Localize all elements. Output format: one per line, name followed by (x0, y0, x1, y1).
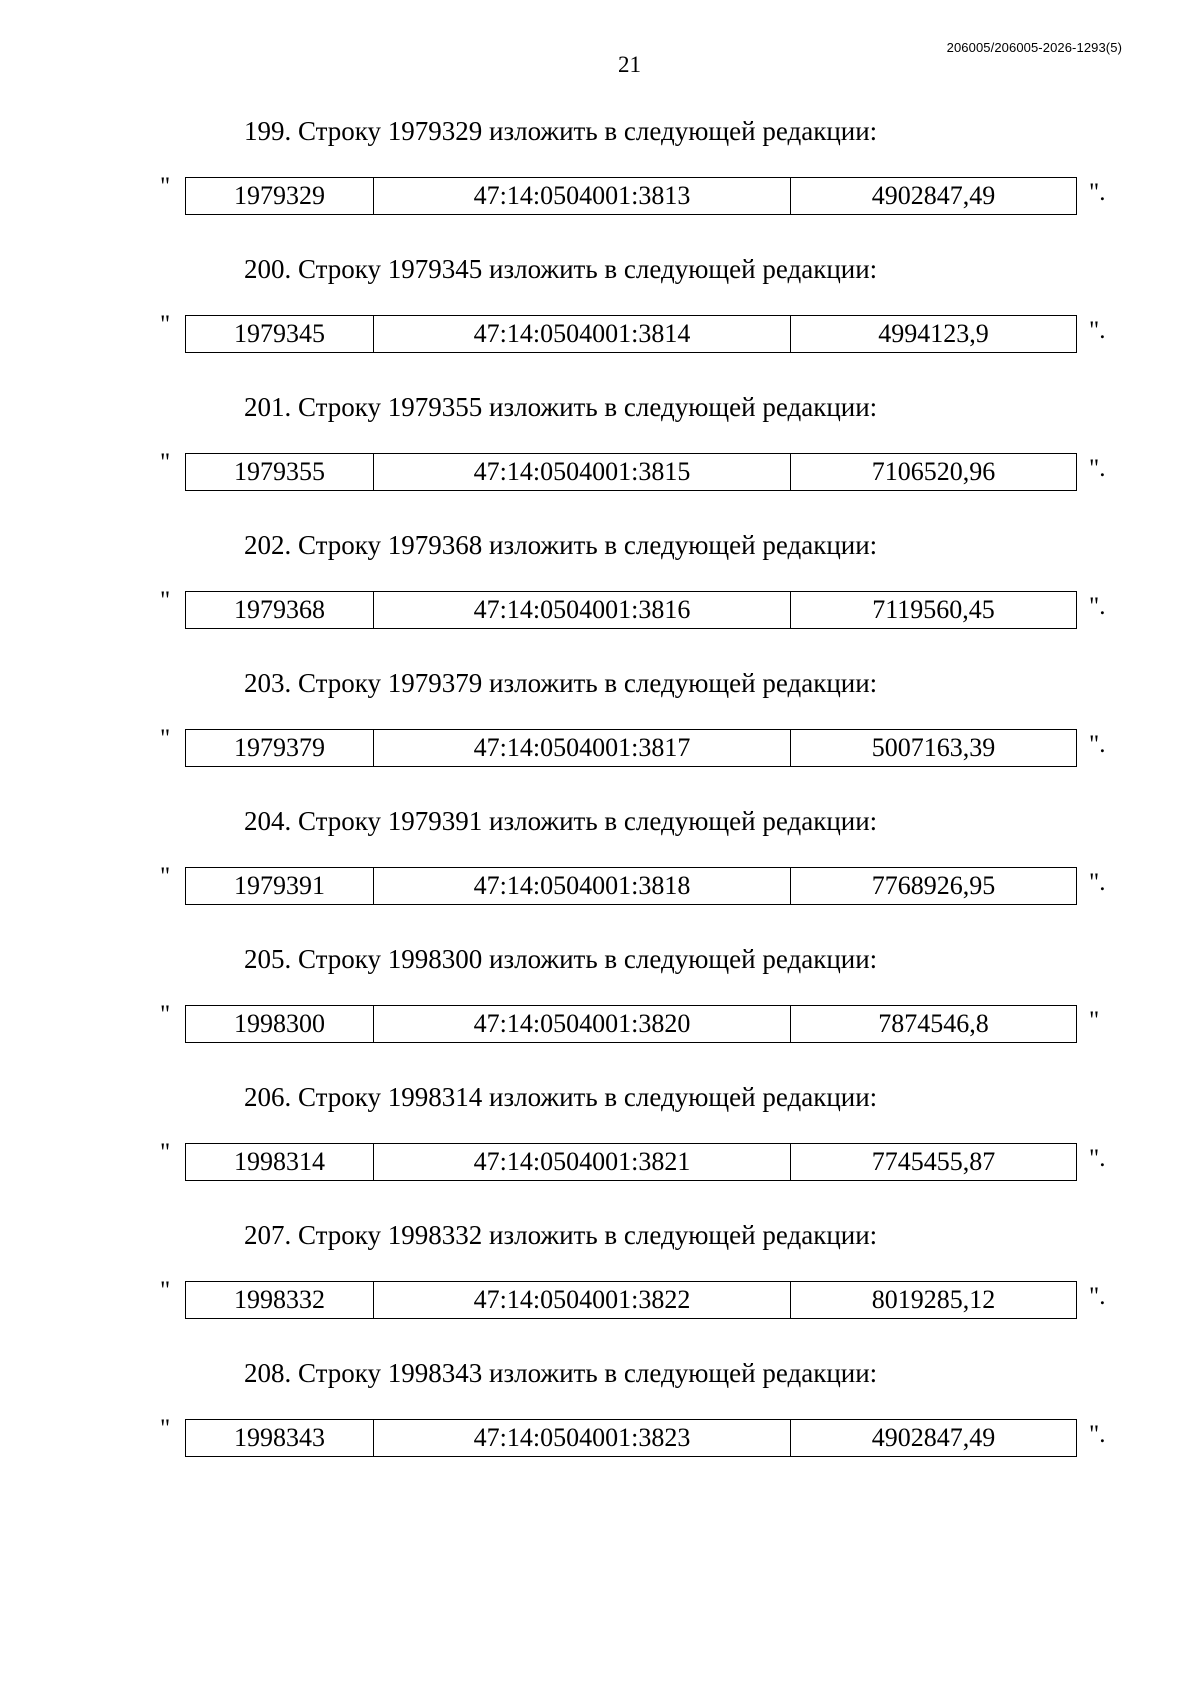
value-cell: 7745455,87 (871, 1147, 996, 1176)
closing-quote: ". (1089, 869, 1106, 896)
row-table (185, 729, 1077, 767)
row-table (185, 867, 1077, 905)
row-table (185, 1143, 1077, 1181)
opening-quote: " (160, 449, 171, 476)
amendment-item (0, 664, 1200, 802)
amended-row (0, 863, 1200, 907)
value-cell: 4902847,49 (871, 181, 996, 210)
amended-row (0, 1139, 1200, 1183)
amended-row (0, 1277, 1200, 1321)
amendment-item (0, 940, 1200, 1078)
row-table (185, 591, 1077, 629)
amendment-item (0, 250, 1200, 388)
amended-row (0, 311, 1200, 355)
value-cell: 7874546,8 (878, 1009, 989, 1038)
amendment-item (0, 1354, 1200, 1492)
amendment-instruction: 208. Строку 1998343 изложить в следующей редакции: (244, 1358, 878, 1388)
cadastral-number-cell: 47:14:0504001:3815 (374, 454, 791, 490)
amendment-instruction: 206. Строку 1998314 изложить в следующей редакции: (244, 1082, 878, 1112)
opening-quote: " (160, 863, 171, 890)
cadastral-number-cell: 47:14:0504001:3818 (374, 868, 791, 904)
amendment-item (0, 1078, 1200, 1216)
closing-quote: ". (1089, 455, 1106, 482)
row-table (185, 177, 1077, 215)
value-cell: 4994123,9 (878, 319, 989, 348)
closing-quote: ". (1089, 593, 1106, 620)
amendment-item (0, 1216, 1200, 1354)
amendment-item (0, 388, 1200, 526)
amendment-instruction: 207. Строку 1998332 изложить в следующей редакции: (244, 1220, 878, 1250)
value-cell: 7119560,45 (872, 595, 995, 624)
amended-row (0, 725, 1200, 769)
cadastral-number-cell: 47:14:0504001:3821 (374, 1144, 791, 1180)
value-cell: 7768926,95 (871, 871, 996, 900)
amended-row (0, 1415, 1200, 1459)
closing-quote: " (1089, 1007, 1100, 1034)
opening-quote: " (160, 173, 171, 200)
opening-quote: " (160, 1001, 171, 1028)
row-number-cell: 1979368 (186, 592, 374, 628)
value-cell: 5007163,39 (871, 733, 996, 762)
amended-row (0, 173, 1200, 217)
opening-quote: " (160, 1277, 171, 1304)
row-number-cell: 1979379 (186, 730, 374, 766)
amendment-item (0, 526, 1200, 664)
closing-quote: ". (1089, 179, 1106, 206)
opening-quote: " (160, 1139, 171, 1166)
page-number: 21 (618, 52, 641, 77)
row-table (185, 315, 1077, 353)
amended-row (0, 587, 1200, 631)
row-number-cell: 1998343 (186, 1420, 374, 1456)
document-id: 206005/206005-2026-1293(5) (946, 40, 1122, 55)
row-number-cell: 1979345 (186, 316, 374, 352)
row-table (185, 1419, 1077, 1457)
cadastral-number-cell: 47:14:0504001:3820 (374, 1006, 791, 1042)
cadastral-number-cell: 47:14:0504001:3816 (374, 592, 791, 628)
row-table (185, 1005, 1077, 1043)
opening-quote: " (160, 587, 171, 614)
closing-quote: ". (1089, 317, 1106, 344)
amendment-instruction: 205. Строку 1998300 изложить в следующей редакции: (244, 944, 878, 974)
amendment-instruction: 202. Строку 1979368 изложить в следующей редакции: (244, 530, 878, 560)
value-cell: 7106520,96 (871, 457, 996, 486)
row-table (185, 453, 1077, 491)
row-number-cell: 1998332 (186, 1282, 374, 1318)
amended-row (0, 449, 1200, 493)
amendment-instruction: 199. Строку 1979329 изложить в следующей редакции: (244, 116, 878, 146)
cadastral-number-cell: 47:14:0504001:3817 (374, 730, 791, 766)
cadastral-number-cell: 47:14:0504001:3813 (374, 178, 791, 214)
cadastral-number-cell: 47:14:0504001:3822 (374, 1282, 791, 1318)
amended-row (0, 1001, 1200, 1045)
amendment-item (0, 112, 1200, 250)
row-number-cell: 1998314 (186, 1144, 374, 1180)
cadastral-number-cell: 47:14:0504001:3823 (374, 1420, 791, 1456)
opening-quote: " (160, 1415, 171, 1442)
closing-quote: ". (1089, 1145, 1106, 1172)
cadastral-number-cell: 47:14:0504001:3814 (374, 316, 791, 352)
amendment-instruction: 201. Строку 1979355 изложить в следующей редакции: (244, 392, 878, 422)
row-number-cell: 1998300 (186, 1006, 374, 1042)
row-number-cell: 1979329 (186, 178, 374, 214)
opening-quote: " (160, 725, 171, 752)
amendment-item (0, 802, 1200, 940)
closing-quote: ". (1089, 1283, 1106, 1310)
amendment-instruction: 204. Строку 1979391 изложить в следующей редакции: (244, 806, 878, 836)
closing-quote: ". (1089, 731, 1106, 758)
closing-quote: ". (1089, 1421, 1106, 1448)
amendment-instruction: 200. Строку 1979345 изложить в следующей редакции: (244, 254, 878, 284)
row-number-cell: 1979355 (186, 454, 374, 490)
row-table (185, 1281, 1077, 1319)
row-number-cell: 1979391 (186, 868, 374, 904)
opening-quote: " (160, 311, 171, 338)
amendment-list (0, 112, 1200, 1492)
value-cell: 4902847,49 (871, 1423, 996, 1452)
amendment-instruction: 203. Строку 1979379 изложить в следующей редакции: (244, 668, 878, 698)
value-cell: 8019285,12 (871, 1285, 996, 1314)
